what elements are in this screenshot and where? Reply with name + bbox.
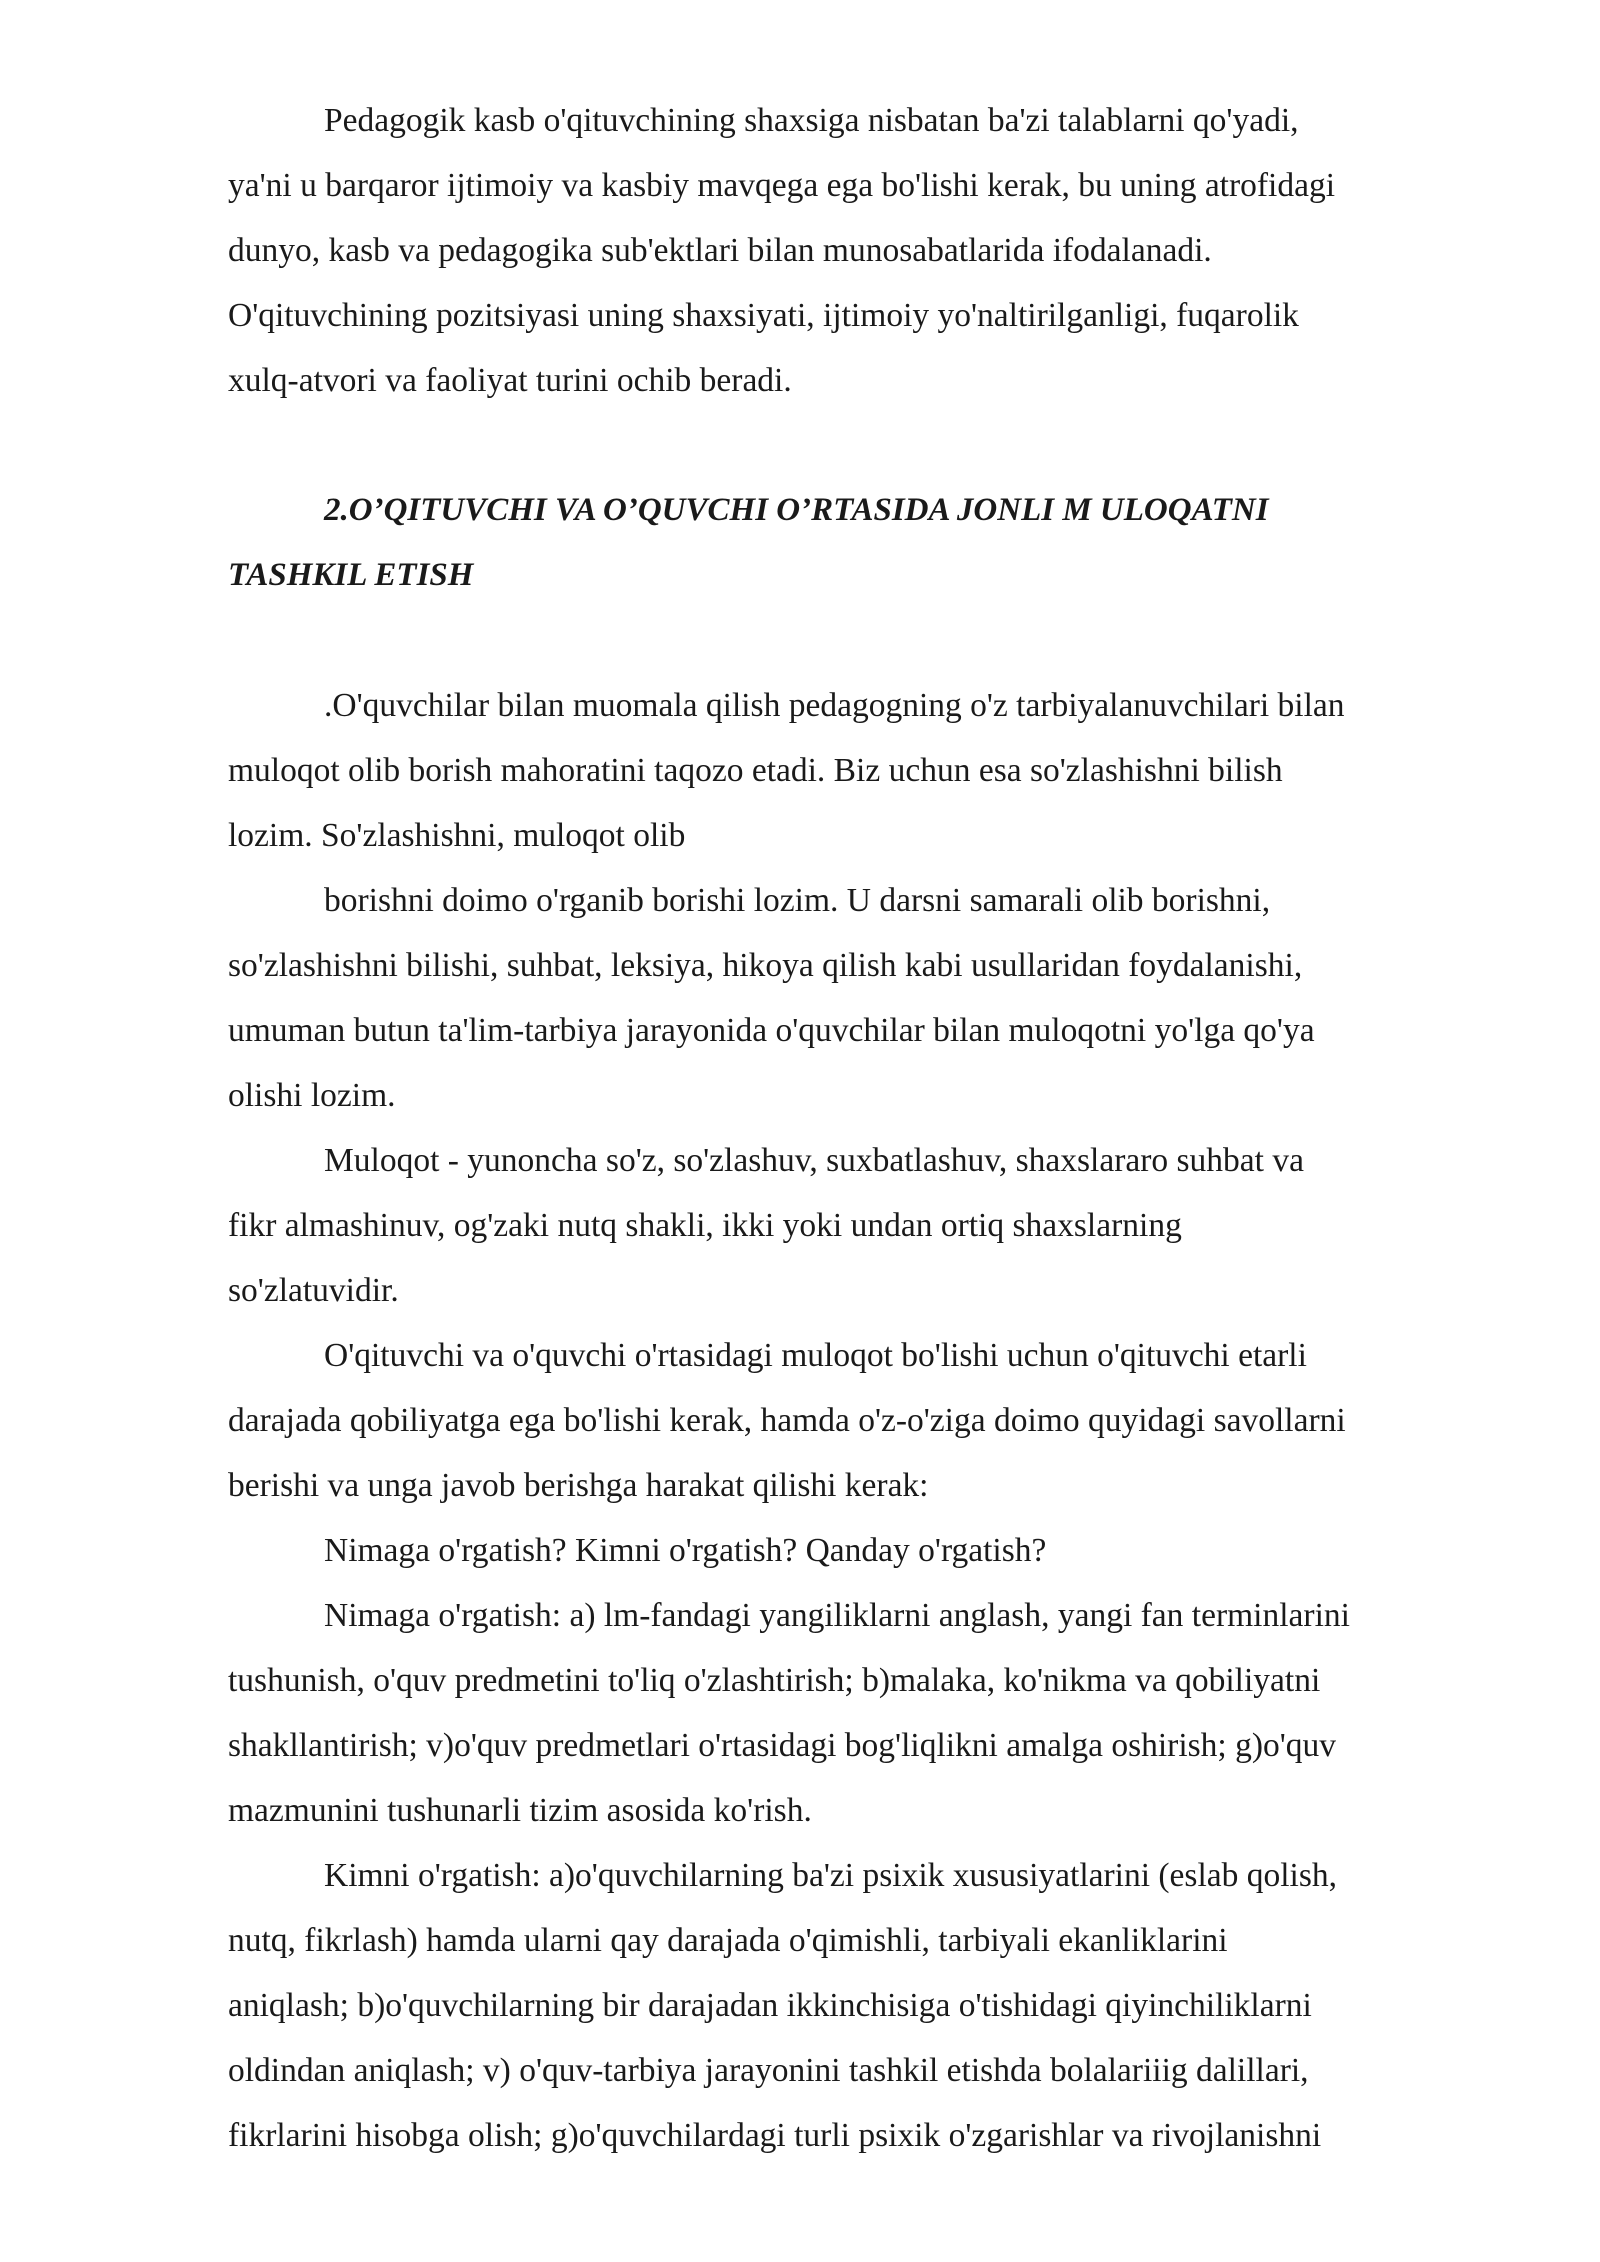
text-line: Kimni o'rgatish: a)o'quvchilarning ba'zi psixik xususiyatlarini (eslab qolish, xyxy=(324,1857,1338,1894)
text-line: O'qituvchi va o'quvchi o'rtasidagi muloqot bo'lishi uchun o'qituvchi etarli xyxy=(324,1337,1307,1374)
text-line: Muloqot - yunoncha so'z, so'zlashuv, suxbatlashuv, shaxslararo suhbat va xyxy=(324,1142,1304,1179)
document-page xyxy=(228,88,1528,2168)
paragraph-learning xyxy=(228,868,1528,1128)
heading-line: TASHKIL ETISH xyxy=(228,557,474,593)
paragraph-intro xyxy=(228,88,1528,413)
text-line: olishi lozim. xyxy=(228,1077,396,1114)
text-line: dunyo, kasb va pedagogika sub'ektlari bilan munosabatlarida ifodalanadi. xyxy=(228,232,1212,269)
paragraph-communication xyxy=(228,673,1528,868)
text-line: Nimaga o'rgatish? Kimni o'rgatish? Qanday o'rgatish? xyxy=(324,1532,1047,1569)
paragraph-teacher-ability xyxy=(228,1323,1528,1518)
text-line: borishni doimo o'rganib borishi lozim. U darsni samarali olib borishni, xyxy=(324,882,1271,919)
text-line: tushunish, o'quv predmetini to'liq o'zlashtirish; b)malaka, ko'nikma va qobiliyatni xyxy=(228,1662,1321,1699)
text-line: shakllantirish; v)o'quv predmetlari o'rtasidagi bog'liqlikni amalga oshirish; g)o'quv xyxy=(228,1727,1337,1764)
text-line: fikr almashinuv, og'zaki nutq shakli, ikki yoki undan ortiq shaxslarning xyxy=(228,1207,1182,1244)
text-line: oldindan aniqlash; v) o'quv-tarbiya jarayonini tashkil etishda bolalariiig dalillari, xyxy=(228,2052,1309,2089)
text-line: so'zlashishni bilishi, suhbat, leksiya, hikoya qilish kabi usullaridan foydalanishi, xyxy=(228,947,1303,984)
text-line: Pedagogik kasb o'qituvchining shaxsiga nisbatan ba'zi talablarni qo'yadi, xyxy=(324,102,1299,139)
text-line: lozim. So'zlashishni, muloqot olib xyxy=(228,817,686,854)
text-line: aniqlash; b)o'quvchilarning bir darajadan ikkinchisiga o'tishidagi qiyinchiliklarni xyxy=(228,1987,1312,2024)
text-line: darajada qobiliyatga ega bo'lishi kerak, hamda o'z-o'ziga doimo quyidagi savollarni xyxy=(228,1402,1346,1439)
spacer xyxy=(228,413,1528,478)
paragraph-what-to-teach xyxy=(228,1583,1528,1843)
text-line: .O'quvchilar bilan muomala qilish pedagogning o'z tarbiyalanuvchilari bilan xyxy=(324,687,1345,724)
heading-line: 2.O’QITUVCHI VA O’QUVCHI O’RTASIDA JONLI M ULOQATNI xyxy=(324,492,1269,528)
text-line: fikrlarini hisobga olish; g)o'quvchilardagi turli psixik o'zgarishlar va rivojlanishni xyxy=(228,2117,1322,2154)
spacer xyxy=(228,608,1528,673)
text-line: umuman butun ta'lim-tarbiya jarayonida o'quvchilar bilan muloqotni yo'lga qo'ya xyxy=(228,1012,1315,1049)
text-line: so'zlatuvidir. xyxy=(228,1272,399,1309)
text-line: berishi va unga javob berishga harakat qilishi kerak: xyxy=(228,1467,929,1504)
paragraph-questions xyxy=(228,1518,1528,1583)
text-line: mazmunini tushunarli tizim asosida ko'rish. xyxy=(228,1792,812,1829)
text-line: Nimaga o'rgatish: a) lm-fandagi yangiliklarni anglash, yangi fan terminlarini xyxy=(324,1597,1350,1634)
text-line: muloqot olib borish mahoratini taqozo etadi. Biz uchun esa so'zlashishni bilish xyxy=(228,752,1283,789)
text-line: ya'ni u barqaror ijtimoiy va kasbiy mavqega ega bo'lishi kerak, bu uning atrofidagi xyxy=(228,167,1336,204)
section-heading xyxy=(228,478,1528,608)
paragraph-whom-to-teach xyxy=(228,1843,1528,2168)
text-line: O'qituvchining pozitsiyasi uning shaxsiyati, ijtimoiy yo'naltirilganligi, fuqarolik xyxy=(228,297,1299,334)
text-line: xulq-atvori va faoliyat turini ochib beradi. xyxy=(228,362,792,399)
paragraph-definition xyxy=(228,1128,1528,1323)
text-line: nutq, fikrlash) hamda ularni qay darajada o'qimishli, tarbiyali ekanliklarini xyxy=(228,1922,1228,1959)
